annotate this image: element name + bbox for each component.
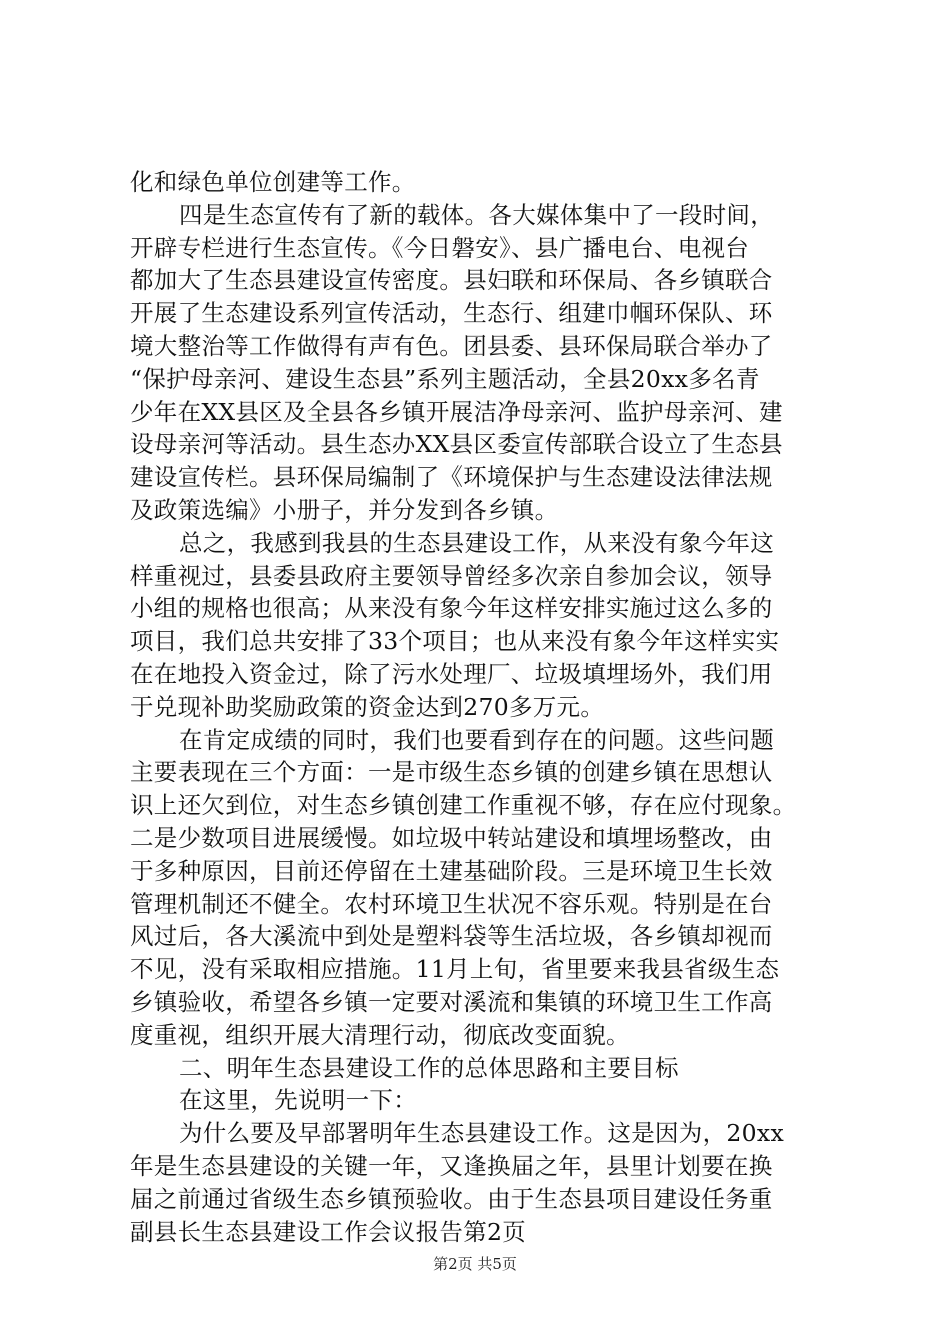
text-line: 不见，没有采取相应措施。11月上旬，省里要来我县省级生态 bbox=[130, 955, 780, 984]
paragraph-start: 在肯定成绩的同时，我们也要看到存在的问题。这些问题 bbox=[179, 725, 774, 754]
text-line: 样重视过，县委县政府主要领导曾经多次亲自参加会议，领导 bbox=[130, 561, 773, 590]
text-line: 识上还欠到位，对生态乡镇创建工作重视不够，存在应付现象。 bbox=[130, 791, 797, 820]
text-line: 设母亲河等活动。县生态办XX县区委宣传部联合设立了生态县 bbox=[130, 430, 783, 459]
text-line: 及政策选编》小册子，并分发到各乡镇。 bbox=[130, 495, 559, 524]
paragraph-start: 在这里，先说明一下： bbox=[179, 1086, 417, 1115]
text-line: 建设宣传栏。县环保局编制了《环境保护与生态建设法律法规 bbox=[130, 463, 773, 492]
text-line: 届之前通过省级生态乡镇预验收。由于生态县项目建设任务重 bbox=[130, 1184, 773, 1213]
text-line: 风过后，各大溪流中到处是塑料袋等生活垃圾，各乡镇却视而 bbox=[130, 922, 773, 951]
text-line: 乡镇验收，希望各乡镇一定要对溪流和集镇的环境卫生工作高 bbox=[130, 987, 773, 1016]
text-line: 境大整治等工作做得有声有色。团县委、县环保局联合举办了 bbox=[130, 331, 773, 360]
text-line: 管理机制还不健全。农村环境卫生状况不容乐观。特别是在台 bbox=[130, 889, 773, 918]
document-title-line: 副县长生态县建设工作会议报告第2页 bbox=[130, 1217, 527, 1246]
text-line: 度重视，组织开展大清理行动，彻底改变面貌。 bbox=[130, 1020, 630, 1049]
paragraph-start: 为什么要及早部署明年生态县建设工作。这是因为，20xx bbox=[179, 1119, 785, 1148]
page-footer: 第2页 共5页 bbox=[433, 1255, 517, 1273]
text-line: 项目，我们总共安排了33个项目；也从来没有象今年这样实实 bbox=[130, 627, 780, 656]
text-line: 二是少数项目进展缓慢。如垃圾中转站建设和填埋场整改，由 bbox=[130, 823, 773, 852]
text-line: 化和绿色单位创建等工作。 bbox=[130, 168, 416, 196]
body-text bbox=[130, 166, 830, 1248]
section-heading: 二、明年生态县建设工作的总体思路和主要目标 bbox=[179, 1053, 679, 1082]
text-line: “保护母亲河、建设生态县”系列主题活动，全县20xx多名青 bbox=[130, 364, 760, 393]
paragraph-start: 总之，我感到我县的生态县建设工作，从来没有象今年这 bbox=[179, 528, 774, 557]
text-line: 在在地投入资金过，除了污水处理厂、垃圾填埋场外，我们用 bbox=[130, 659, 773, 688]
text-line: 都加大了生态县建设宣传密度。县妇联和环保局、各乡镇联合 bbox=[130, 266, 773, 295]
text-line: 少年在XX县区及全县各乡镇开展洁净母亲河、监护母亲河、建 bbox=[130, 397, 783, 426]
paragraph-start: 四是生态宣传有了新的载体。各大媒体集中了一段时间， bbox=[179, 200, 774, 229]
text-line: 年是生态县建设的关键一年，又逢换届之年，县里计划要在换 bbox=[130, 1151, 773, 1180]
text-line: 于兑现补助奖励政策的资金达到270多万元。 bbox=[130, 692, 605, 721]
text-line: 开展了生态建设系列宣传活动，生态行、组建巾帼环保队、环 bbox=[130, 299, 773, 328]
text-line: 主要表现在三个方面：一是市级生态乡镇的创建乡镇在思想认 bbox=[130, 758, 773, 787]
text-line: 小组的规格也很高；从来没有象今年这样安排实施过这么多的 bbox=[130, 594, 773, 623]
text-line: 开辟专栏进行生态宣传。《今日磐安》、县广播电台、电视台 bbox=[130, 233, 750, 262]
text-line: 于多种原因，目前还停留在土建基础阶段。三是环境卫生长效 bbox=[130, 856, 773, 885]
